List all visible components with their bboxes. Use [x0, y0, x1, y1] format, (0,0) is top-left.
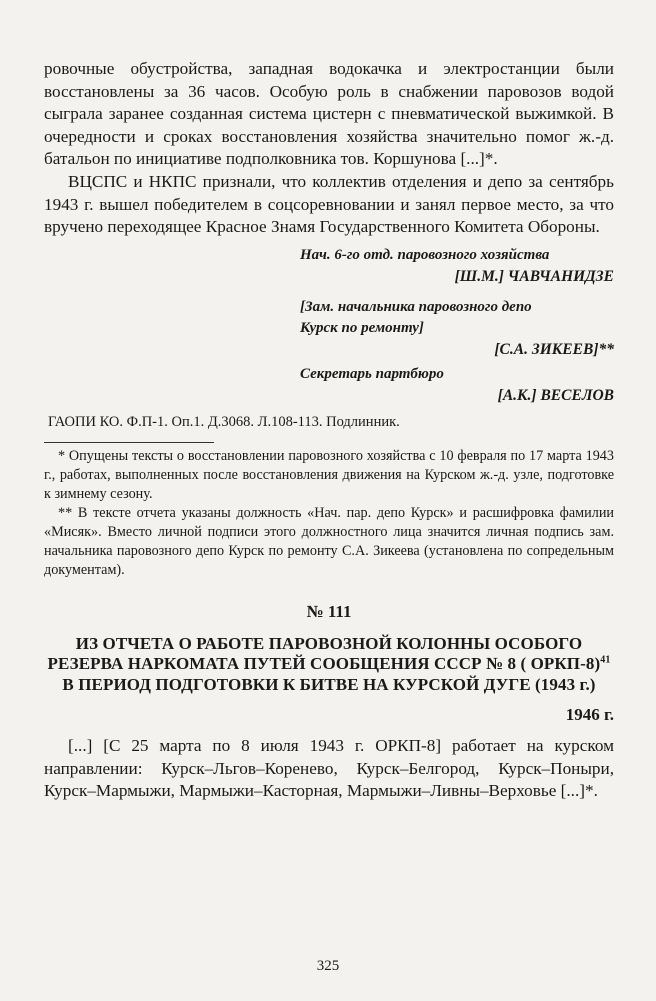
page-number: 325	[316, 958, 340, 974]
document-year: 1946 г.	[565, 705, 614, 725]
signature-block	[44, 245, 614, 406]
body-paragraph: ровочные обустройства, западная водокачка и электростанции были восстановлены за 36 часов. Особую роль в снабжении паровозов водой сыграла заранее созданная система цистерн с пневматической выжимкой. В очередности и сроках восстановления хозяйства значительно помог ж.-д. батальон по инициативе подполковника тов. Коршунова [...]*.	[44, 59, 614, 169]
footnote: ** В тексте отчета указаны должность «Нач. пар. депо Курск» и расшифровка фамилии «Мисяк». Вместо личной подписи этого должностного лица значится личная подпись зам. начальника паровозного депо Курск по ремонту С.А. Зикеева (установлена по сопредельным документам).	[44, 504, 614, 578]
body-paragraph: [...] [С 25 марта по 8 июля 1943 г. ОРКП-8] работает на курском направлении: Курск–Льгов–Коренево, Курск–Белгород, Курск–Поныри, Курск–Мармыжи, Мармыжи–Касторная, Мармыжи–Ливны–Верховье [...]*.	[44, 736, 614, 801]
body-paragraph: ВЦСПС и НКПС признали, что коллектив отделения и депо за сентябрь 1943 г. вышел победителем в соцсоревновании и занял первое место, за что вручено переходящее Красное Знамя Государственного Комитета Обороны.	[44, 171, 614, 237]
document-title-part: В ПЕРИОД ПОДГОТОВКИ К БИТВЕ НА КУРСКОЙ ДУГЕ (1943 г.)	[62, 674, 596, 694]
signatory-title: [Зам. начальника паровозного депо Курск по ремонту]	[300, 298, 532, 336]
document-title-part: ИЗ ОТЧЕТА О РАБОТЕ ПАРОВОЗНОЙ КОЛОННЫ ОСОБОГО РЕЗЕРВА НАРКОМАТА ПУТЕЙ СООБЩЕНИЯ СССР № 8 ( ОРКП-8)	[47, 633, 601, 674]
signatory-title: Секретарь партбюро	[300, 365, 444, 382]
archive-reference: ГАОПИ КО. Ф.П-1. Оп.1. Д.3068. Л.108-113. Подлинник.	[48, 413, 400, 430]
signatory-name: [Ш.М.] ЧАВЧАНИДЗЕ	[454, 267, 614, 285]
document-title	[44, 634, 614, 696]
page-content	[44, 58, 614, 803]
document-number: № 111	[306, 601, 352, 621]
signatory-name: [А.К.] ВЕСЕЛОВ	[497, 386, 614, 404]
footnote-divider	[44, 442, 214, 443]
title-footnote-ref: 41	[600, 654, 611, 666]
signatory-title: Нач. 6-го отд. паровозного хозяйства	[300, 246, 550, 263]
signatory-name: [С.А. ЗИКЕЕВ]**	[494, 340, 614, 358]
footnote: * Опущены тексты о восстановлении паровозного хозяйства с 10 февраля по 17 марта 1943 г., работах, выполненных после восстановления движения на Курском ж.-д. узле, подготовке к зимнему сезону.	[44, 447, 614, 502]
